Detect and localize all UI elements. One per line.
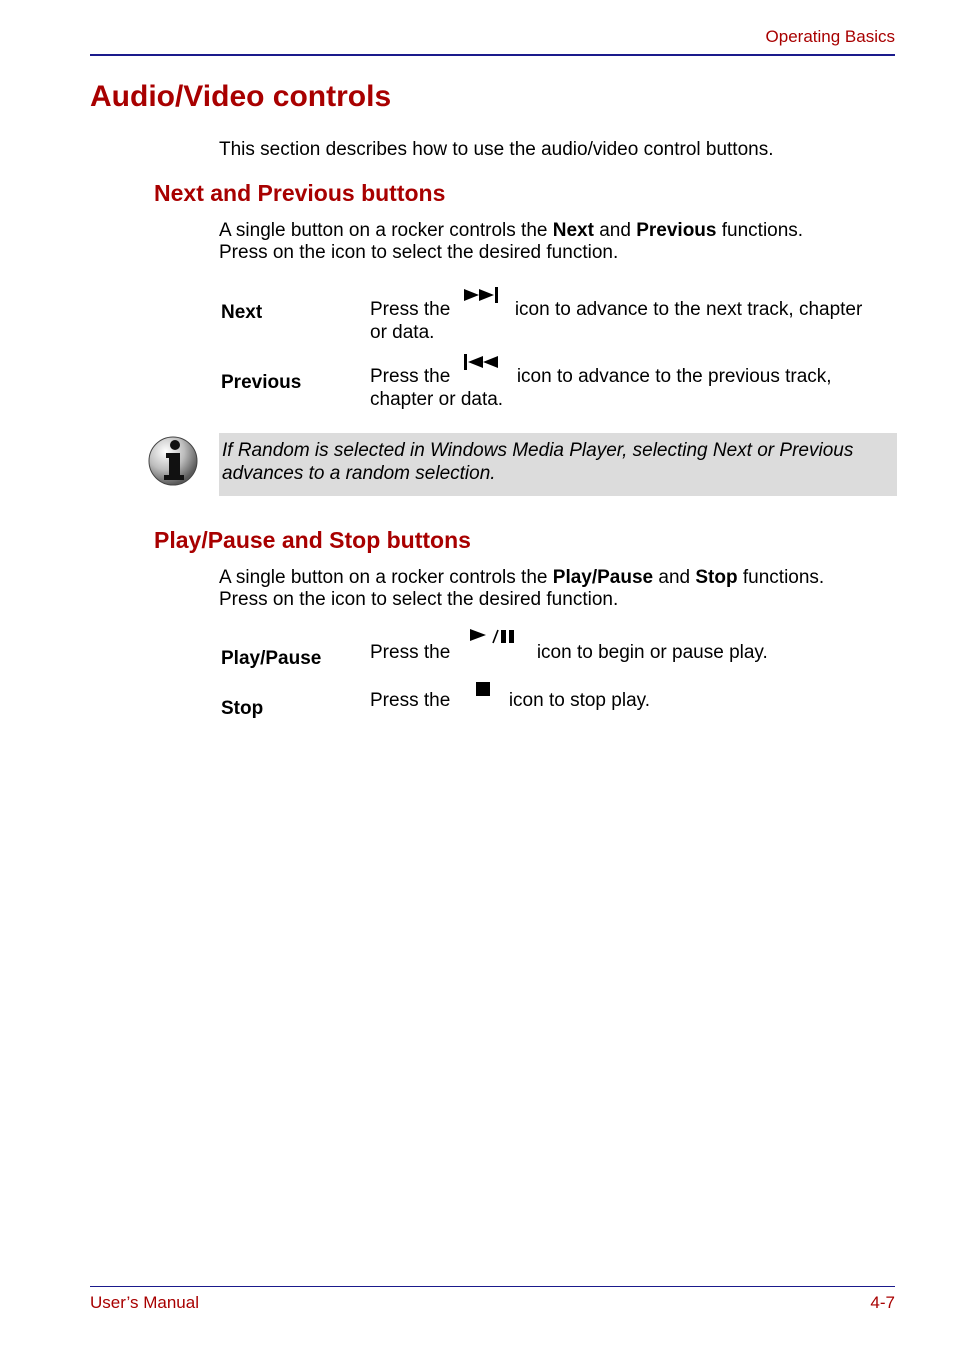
bold-previous: Previous xyxy=(636,220,717,241)
running-header: Operating Basics xyxy=(765,27,895,46)
header-rule xyxy=(90,54,895,56)
bold-play-pause: Play/Pause xyxy=(552,567,654,588)
row-desc-next: Press the icon to advance to the next track, chapter or data. xyxy=(370,298,895,344)
footer-manual-title: User’s Manual xyxy=(90,1293,199,1312)
bold-next: Next xyxy=(552,220,594,241)
intro-paragraph: This section describes how to use the audio/video control buttons. xyxy=(219,139,774,160)
info-icon xyxy=(147,434,199,486)
next-prev-heading: Next and Previous buttons xyxy=(154,180,446,206)
bold-stop: Stop xyxy=(695,567,738,588)
row-desc-previous: Press the icon to advance to the previous track, chapter or data. xyxy=(370,365,895,411)
play-stop-heading: Play/Pause and Stop buttons xyxy=(154,527,471,553)
footer-rule xyxy=(90,1286,895,1287)
stop-icon xyxy=(476,679,490,702)
page-number: 4-7 xyxy=(870,1293,895,1312)
page-title: Audio/Video controls xyxy=(90,80,392,113)
row-desc-stop: Press the icon to stop play. xyxy=(370,689,895,712)
row-label-previous: Previous xyxy=(221,372,302,393)
note-text: If Random is selected in Windows Media Player, selecting Next or Previous advances to a random selection. xyxy=(222,440,854,484)
next-track-icon xyxy=(464,286,502,309)
play-stop-description: A single button on a rocker controls the Play/Pause and Stop functions. Press on the icon to select the desired function. xyxy=(219,567,825,610)
row-label-stop: Stop xyxy=(221,698,264,719)
row-desc-play-pause: Press the icon to begin or pause play. xyxy=(370,640,895,664)
next-prev-description: A single button on a rocker controls the Next and Previous functions. Press on the icon to select the desired function. xyxy=(219,220,804,263)
play-pause-icon xyxy=(470,628,518,652)
previous-track-icon xyxy=(464,353,504,376)
row-label-play-pause: Play/Pause xyxy=(221,648,322,669)
row-label-next: Next xyxy=(221,302,263,323)
